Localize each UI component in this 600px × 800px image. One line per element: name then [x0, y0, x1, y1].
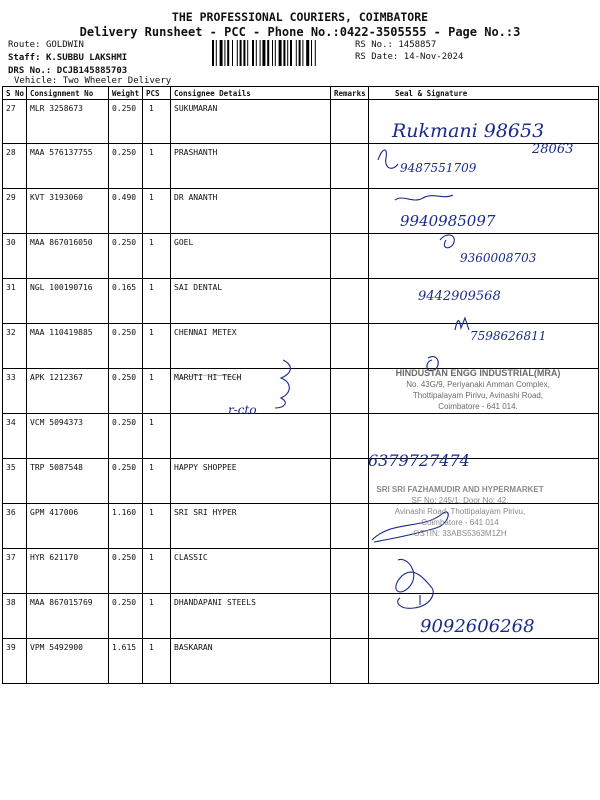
col-weight: Weight: [109, 87, 143, 100]
cell-weight: 0.250: [109, 100, 143, 144]
cell-pcs: 1: [143, 414, 171, 459]
cell-consignment: VCM 5094373: [27, 414, 109, 459]
cell-consignment: APK 1212367: [27, 369, 109, 414]
cell-sno: 27: [3, 100, 27, 144]
staff-value: K.SUBBU LAKSHMI: [45, 53, 128, 63]
cell-seal-signature: [369, 189, 599, 234]
barcode-bar: [224, 40, 225, 66]
signature-text-27b: 28063: [532, 142, 574, 157]
barcode-bar: [302, 40, 303, 66]
cell-sno: 32: [3, 324, 27, 369]
cell-consignment: MAA 867016050: [27, 234, 109, 279]
col-remarks: Remarks: [331, 87, 369, 100]
cell-consignment: HYR 621170: [27, 549, 109, 594]
table-row: [3, 549, 599, 594]
cell-pcs: 1: [143, 279, 171, 324]
cell-consignment: TRP 5087548: [27, 459, 109, 504]
barcode-bar: [315, 40, 316, 66]
cell-consignee: SUKUMARAN: [171, 100, 331, 144]
drs-label: DRS No.:: [8, 66, 52, 76]
barcode-bar: [272, 40, 273, 66]
cell-remarks: [331, 324, 369, 369]
barcode-bar: [220, 40, 223, 66]
signature-text-30: 9360008703: [460, 251, 537, 265]
vehicle-line: [14, 76, 171, 86]
cell-remarks: [331, 100, 369, 144]
barcode-bar: [287, 40, 288, 66]
cell-seal-signature: [369, 549, 599, 594]
cell-consignment: GPM 417006: [27, 504, 109, 549]
cell-sno: 31: [3, 279, 27, 324]
cell-consignee: MARUTI HI TECH: [171, 369, 331, 414]
cell-pcs: 1: [143, 100, 171, 144]
signature-text-39: 9092606268: [420, 616, 535, 637]
cell-consignment: NGL 100190716: [27, 279, 109, 324]
barcode: [212, 40, 344, 66]
stamp-hindustan: [368, 368, 588, 412]
cell-consignee: CHENNAI METEX: [171, 324, 331, 369]
cell-remarks: [331, 144, 369, 189]
barcode-bar: [299, 40, 301, 66]
cell-pcs: 1: [143, 459, 171, 504]
stamp-hindustan-line4: Coimbatore - 641 014.: [438, 402, 518, 411]
barcode-bar: [212, 40, 214, 66]
barcode-bar: [311, 40, 312, 66]
cell-pcs: 1: [143, 189, 171, 234]
cell-seal-signature: [369, 144, 599, 189]
cell-sno: 35: [3, 459, 27, 504]
cell-consignee: DR ANANTH: [171, 189, 331, 234]
cell-consignee: [171, 414, 331, 459]
cell-weight: 0.250: [109, 414, 143, 459]
cell-weight: 0.250: [109, 594, 143, 639]
barcode-bar: [290, 40, 292, 66]
table-row: [3, 639, 599, 684]
stamp-srisri-line5: GSTIN: 33ABS5363M1ZH: [413, 529, 507, 538]
cell-weight: 0.250: [109, 369, 143, 414]
stamp-hindustan-line1: HINDUSTAN ENGG INDUSTRIAL(MRA): [395, 368, 561, 378]
vehicle-label: Vehicle:: [14, 76, 58, 86]
cell-weight: 1.160: [109, 504, 143, 549]
cell-weight: 0.250: [109, 234, 143, 279]
cell-seal-signature: [369, 639, 599, 684]
cell-pcs: 1: [143, 639, 171, 684]
cell-remarks: [331, 549, 369, 594]
route-label: Route:: [8, 40, 41, 50]
barcode-bar: [252, 40, 254, 66]
cell-pcs: 1: [143, 144, 171, 189]
signature-text-32: 7598626811: [470, 329, 547, 343]
cell-consignee: SRI SRI HYPER: [171, 504, 331, 549]
cell-seal-signature: [369, 594, 599, 639]
col-seal-signature: Seal & Signature: [369, 87, 599, 100]
stamp-srisri-line1: SRI SRI FAZHAMUDIR AND HYPERMARKET: [376, 485, 544, 494]
cell-weight: 1.615: [109, 639, 143, 684]
cell-sno: 30: [3, 234, 27, 279]
signature-text-29: 9940985097: [400, 212, 496, 230]
barcode-bar: [227, 40, 229, 66]
rs-no-label: RS No.:: [355, 40, 393, 50]
cell-seal-signature: [369, 414, 599, 459]
stamp-srisri-line3: Avinashi Road, Thottipalayam Pirivu,: [394, 507, 526, 516]
barcode-bar: [283, 40, 285, 66]
cell-seal-signature: [369, 324, 599, 369]
col-sno: S No: [3, 87, 27, 100]
cell-consignment: VPM 5492900: [27, 639, 109, 684]
rs-date-line: [355, 52, 463, 62]
cell-consignee: HAPPY SHOPPEE: [171, 459, 331, 504]
rs-date-label: RS Date:: [355, 52, 399, 62]
signature-text-28: 9487551709: [400, 161, 477, 175]
cell-consignee: CLASSIC: [171, 549, 331, 594]
staff-line: [8, 53, 127, 63]
cell-consignee: PRASHANTH: [171, 144, 331, 189]
table-header-row: [3, 87, 599, 100]
cell-pcs: 1: [143, 504, 171, 549]
cell-sno: 36: [3, 504, 27, 549]
stamp-srisri: [340, 484, 580, 539]
cell-consignment: MAA 867015769: [27, 594, 109, 639]
cell-sno: 33: [3, 369, 27, 414]
cell-consignee: SAI DENTAL: [171, 279, 331, 324]
cell-weight: 0.250: [109, 549, 143, 594]
rs-no-line: [355, 40, 436, 50]
route-line: [8, 40, 84, 50]
cell-sno: 39: [3, 639, 27, 684]
route-value: GOLDWIN: [45, 40, 84, 50]
barcode-bar: [232, 40, 233, 66]
cell-weight: 0.250: [109, 459, 143, 504]
cell-remarks: [331, 234, 369, 279]
cell-remarks: [331, 279, 369, 324]
cell-remarks: [331, 639, 369, 684]
cell-pcs: 1: [143, 324, 171, 369]
table-row: [3, 324, 599, 369]
signature-text-34: r-cto: [228, 403, 257, 417]
table-row: [3, 100, 599, 144]
stamp-srisri-line4: Coimbatore - 641 014: [421, 518, 499, 527]
cell-consignment: KVT 3193060: [27, 189, 109, 234]
barcode-bar: [247, 40, 248, 66]
cell-sno: 29: [3, 189, 27, 234]
cell-seal-signature: [369, 279, 599, 324]
cell-consignee: DHANDAPANI STEELS: [171, 594, 331, 639]
runsheet-subtitle: Delivery Runsheet - PCC - Phone No.:0422-3505555 - Page No.:3: [79, 25, 521, 39]
barcode-bar: [279, 40, 282, 66]
table-row: [3, 594, 599, 639]
barcode-bar: [306, 40, 309, 66]
cell-seal-signature: [369, 234, 599, 279]
barcode-bar: [216, 40, 217, 66]
table-row: [3, 189, 599, 234]
cell-consignee: BASKARAN: [171, 639, 331, 684]
cell-consignment: MAA 110419885: [27, 324, 109, 369]
cell-consignment: MAA 576137755: [27, 144, 109, 189]
signature-text-31: 9442909568: [418, 289, 501, 304]
col-consignment: Consignment No: [27, 87, 109, 100]
rs-no-value: 1458857: [398, 40, 437, 50]
rs-date-value: 14-Nov-2024: [403, 52, 464, 62]
cell-weight: 0.250: [109, 144, 143, 189]
cell-sno: 38: [3, 594, 27, 639]
stamp-srisri-line2: SF No: 245/1, Door No: 42,: [411, 496, 509, 505]
cell-sno: 37: [3, 549, 27, 594]
cell-weight: 0.250: [109, 324, 143, 369]
barcode-bar: [240, 40, 242, 66]
drs-value: DCJB145885703: [56, 66, 128, 76]
barcode-bar: [243, 40, 245, 66]
table-row: [3, 144, 599, 189]
cell-pcs: 1: [143, 549, 171, 594]
barcode-bar: [262, 40, 265, 66]
cell-remarks: [331, 369, 369, 414]
drs-line: [8, 66, 127, 76]
cell-weight: 0.490: [109, 189, 143, 234]
barcode-bar: [256, 40, 257, 66]
cell-sno: 28: [3, 144, 27, 189]
cell-sno: 34: [3, 414, 27, 459]
cell-seal-signature: [369, 100, 599, 144]
cell-remarks: [331, 414, 369, 459]
company-title: THE PROFESSIONAL COURIERS, COIMBATORE: [171, 10, 429, 24]
barcode-bar: [237, 40, 238, 66]
signature-text-27: Rukmani 98653: [392, 120, 545, 142]
barcode-bar: [275, 40, 276, 66]
barcode-bar: [267, 40, 269, 66]
vehicle-value: Two Wheeler Delivery: [62, 76, 172, 86]
cell-remarks: [331, 189, 369, 234]
table-row: [3, 414, 599, 459]
staff-label: Staff:: [8, 53, 41, 63]
cell-consignee: GOEL: [171, 234, 331, 279]
cell-weight: 0.165: [109, 279, 143, 324]
stamp-hindustan-line2: No. 43G/9, Periyanaki Amman Complex,: [406, 380, 550, 389]
col-consignee: Consignee Details: [171, 87, 331, 100]
col-pcs: PCS: [143, 87, 171, 100]
cell-pcs: 1: [143, 234, 171, 279]
table-row: [3, 234, 599, 279]
barcode-bar: [296, 40, 297, 66]
cell-pcs: 1: [143, 594, 171, 639]
cell-consignment: MLR 3258673: [27, 100, 109, 144]
cell-pcs: 1: [143, 369, 171, 414]
signature-text-35: 6379727474: [368, 451, 470, 470]
barcode-bar: [260, 40, 261, 66]
table-row: [3, 279, 599, 324]
cell-remarks: [331, 594, 369, 639]
stamp-hindustan-line3: Thottipalayam Pirivu, Avinashi Road,: [412, 391, 544, 400]
